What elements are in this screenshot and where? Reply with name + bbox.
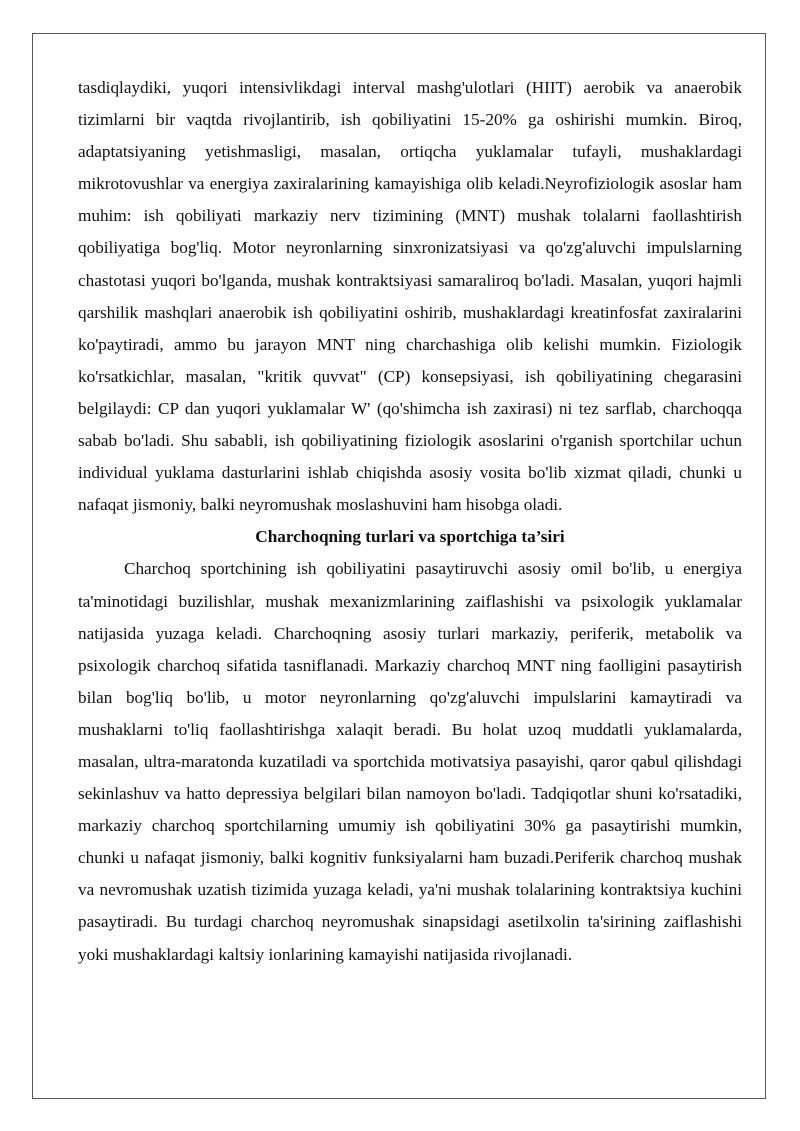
- body-paragraph: tasdiqlaydiki, yuqori intensivlikdagi interval mashg'ulotlari (HIIT) aerobik va anaerobik tizimlarni bir vaqtda rivojlantirib, ish qobiliyatini 15-20% ga oshirishi mumkin. Biroq, adaptatsiyaning yetishmasligi, masalan, ortiqcha yuklamalar tufayli, mushaklardagi mikrotovushlar va energiya zaxiralarining kamayishiga olib keladi.Neyrofiziologik asoslar ham muhim: ish qobiliyati markaziy nerv tizimining (MNT) mushak tolalarni faollashtirish qobiliyatiga bog'liq. Motor neyronlarning sinxronizatsiyasi va qo'zg'aluvchi impulslarning chastotasi yuqori bo'lganda, mushak kontraktsiyasi samaraliroq bo'ladi. Masalan, yuqori hajmli qarshilik mashqlari anaerobik ish qobiliyatini oshirib, mushaklardagi kreatinfosfat zaxiralarini ko'paytiradi, ammo bu jarayon MNT ning charchashiga olib kelishi mumkin. Fiziologik ko'rsatkichlar, masalan, "kritik quvvat" (CP) konsepsiyasi, ish qobiliyatining chegarasini belgilaydi: CP dan yuqori yuklamalar W' (qo'shimcha ish zaxirasi) ni tez sarflab, charchoqqa sabab bo'ladi. Shu sababli, ish qobiliyatining fiziologik asoslarini o'rganish sportchilar uchun individual yuklama dasturlarini ishlab chiqishda asosiy vosita bo'lib xizmat qiladi, chunki u nafaqat jismoniy, balki neyromushak moslashuvini ham hisobga oladi.: [78, 78, 742, 515]
- section-heading: Charchoqning turlari va sportchiga ta’siri: [255, 527, 565, 547]
- document-body: [78, 72, 742, 971]
- body-paragraph: Charchoq sportchining ish qobiliyatini pasaytiruvchi asosiy omil bo'lib, u energiya ta'minotidagi buzilishlar, mushak mexanizmlarining zaiflashishi va psixologik yuklamalar natijasida yuzaga keladi. Charchoqning asosiy turlari markaziy, periferik, metabolik va psixologik charchoq sifatida tasniflanadi. Markaziy charchoq MNT ning faolligini pasaytirish bilan bog'liq bo'lib, u motor neyronlarning qo'zg'aluvchi impulslarini kamaytiradi va mushaklarni to'liq faollashtirishga xalaqit beradi. Bu holat uzoq muddatli yuklamalarda, masalan, ultra-maratonda kuzatiladi va sportchida motivatsiya pasayishi, qaror qabul qilishdagi sekinlashuv va hatto depressiya belgilari bilan namoyon bo'ladi. Tadqiqotlar shuni ko'rsatadiki, markaziy charchoq sportchilarning umumiy ish qobiliyatini 30% ga pasaytirishi mumkin, chunki u nafaqat jismoniy, balki kognitiv funksiyalarni ham buzadi.Periferik charchoq mushak va nevromushak uzatish tizimida yuzaga keladi, ya'ni mushak tolalarining kontraktsiya kuchini pasaytiradi. Bu turdagi charchoq neyromushak sinapsidagi asetilxolin ta'sirining zaiflashishi yoki mushaklardagi kaltsiy ionlarining kamayishi natijasida rivojlanadi.: [78, 559, 742, 964]
